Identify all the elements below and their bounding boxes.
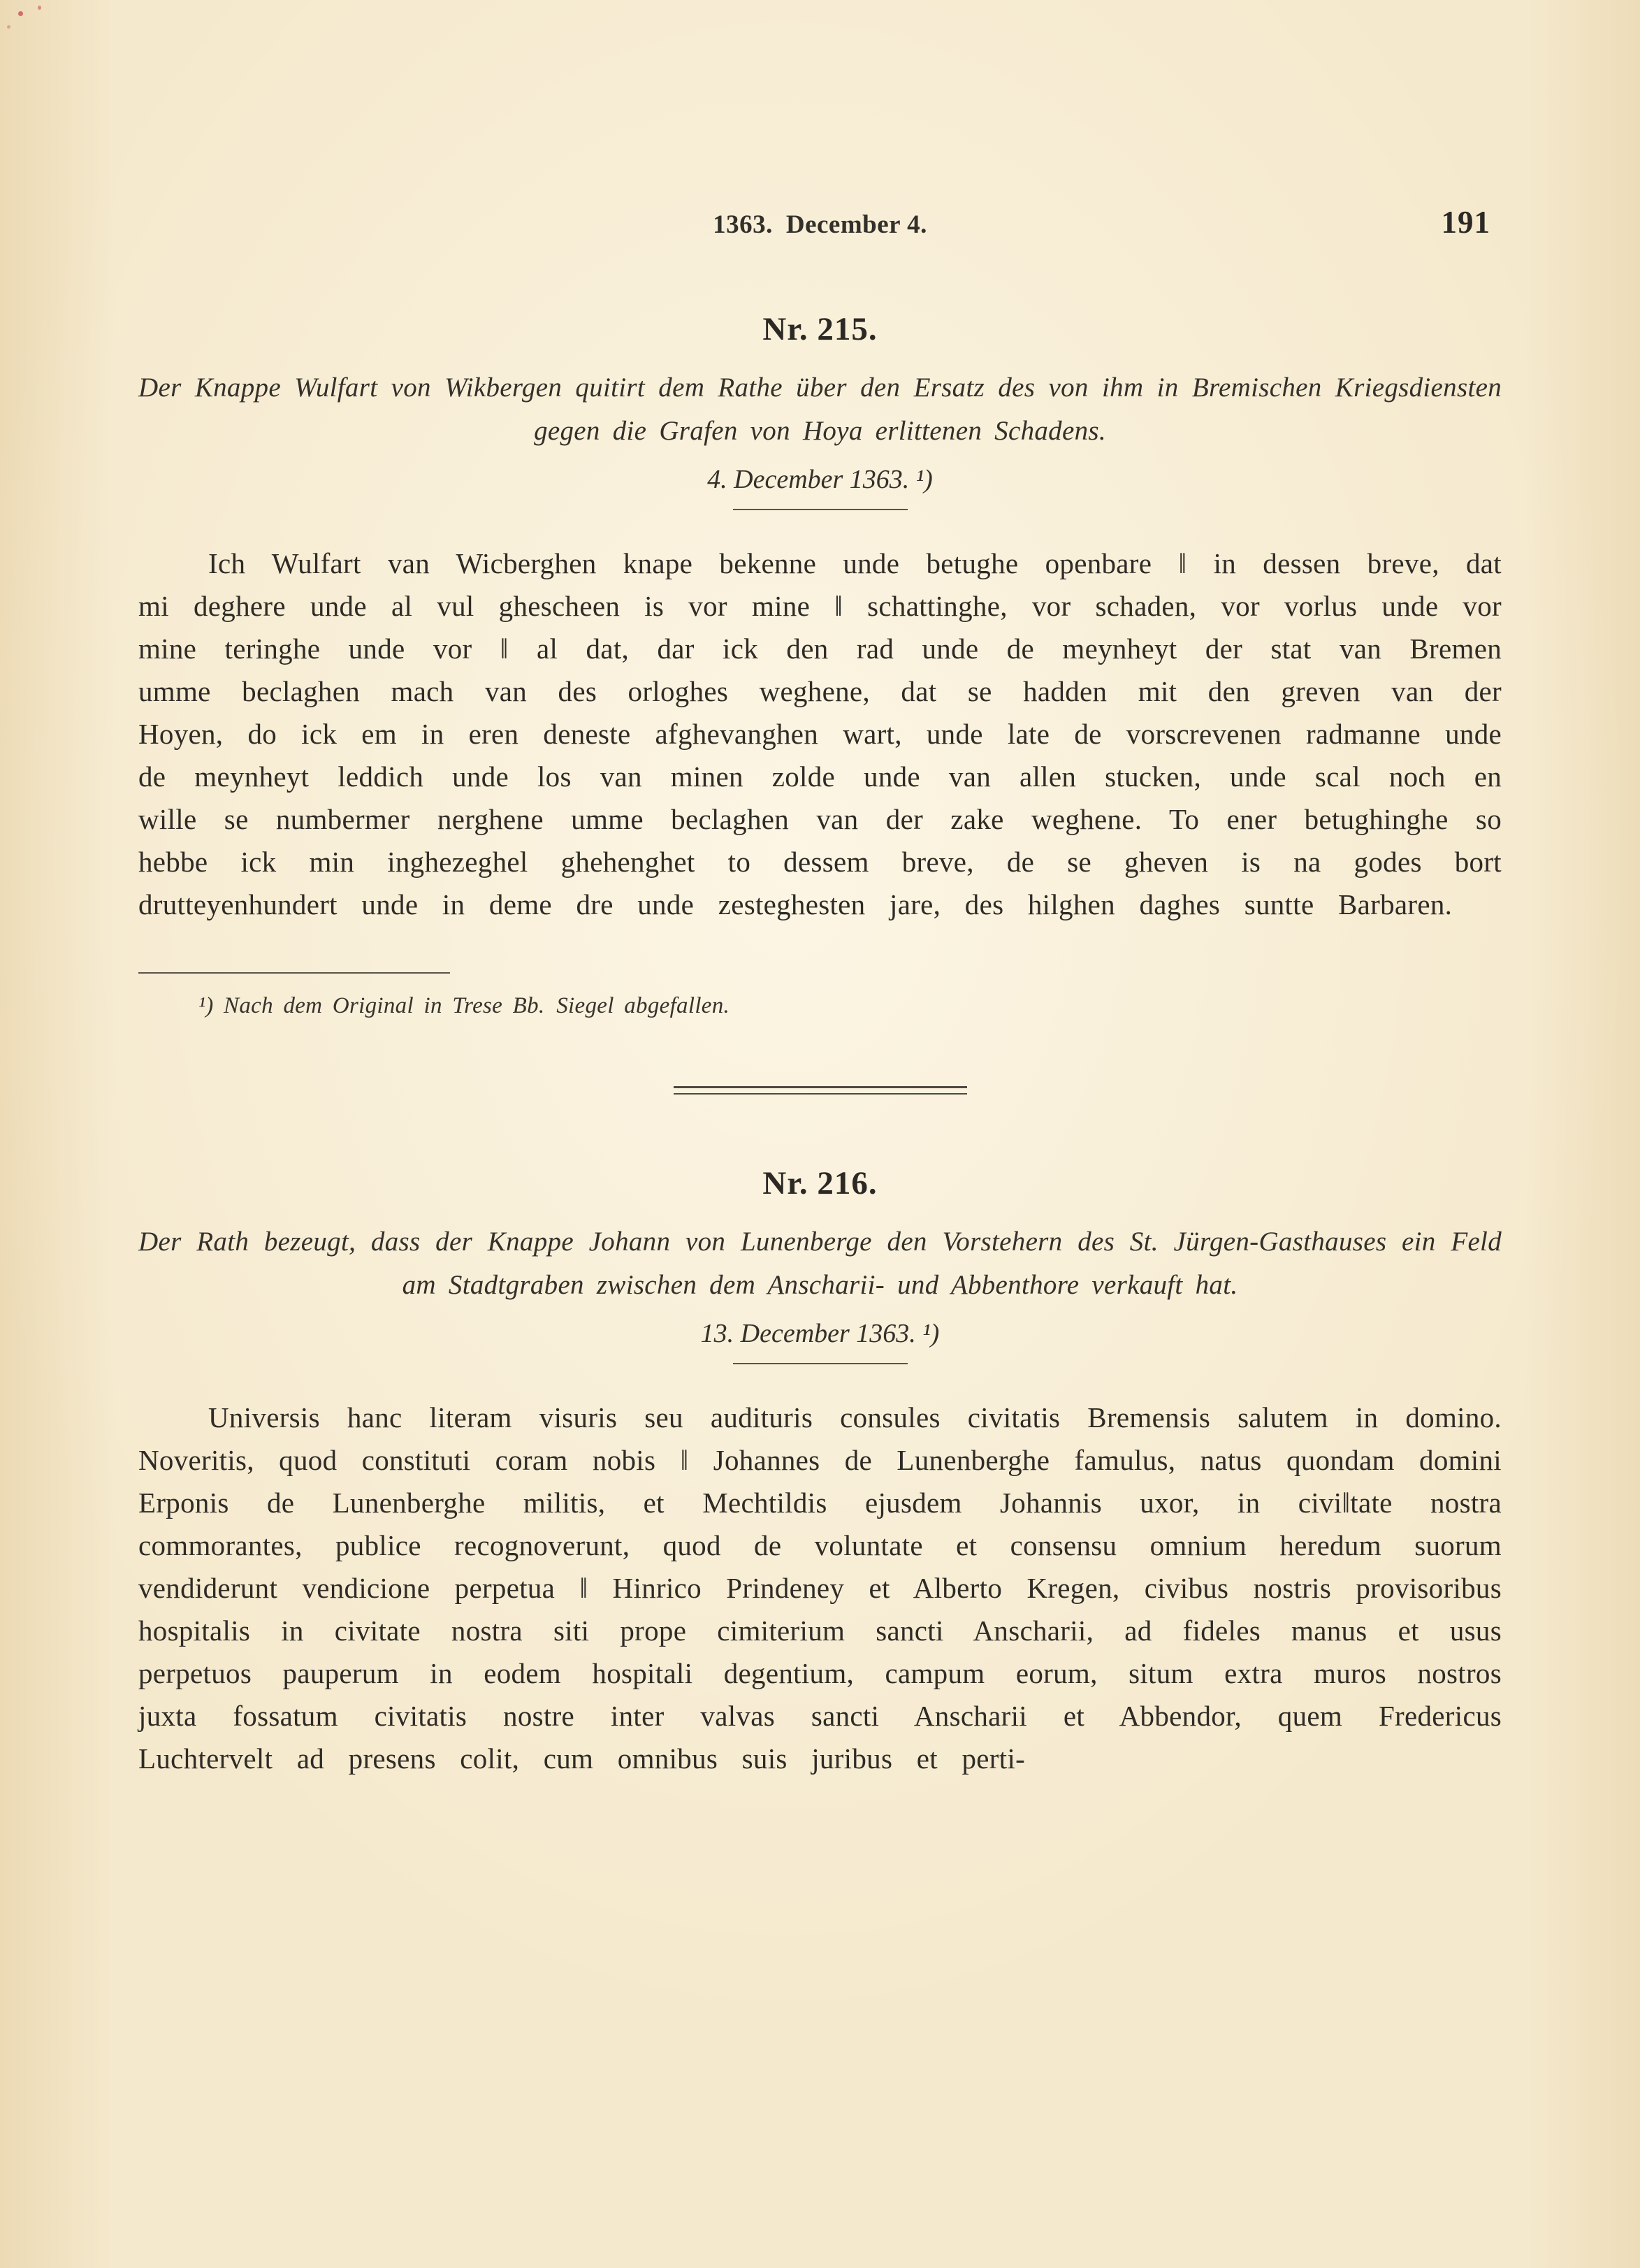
page-header — [138, 205, 1502, 254]
entry-216 — [138, 1164, 1502, 1780]
entry-215-body: Ich Wulfart van Wicberghen knape bekenne unde betughe openbare ‖ in dessen breve, dat mi deghere unde al vul ghescheen is vor mine ‖ schattinghe, vor schaden, vor vorlus unde vor mine teringhe unde vor ‖ al dat, dar ick den rad unde de meynheyt der stat van Bremen umme beclaghen mach van des orloghes weghene, dat se hadden mit den greven van der Hoyen, do ick em in eren deneste afghevanghen wart, unde late de vorscrevenen radmanne unde de meynheyt leddich unde los van minen zolde unde van allen stucken, unde scal noch en wille se numbermer nerghene umme beclaghen van der zake weghene. To ener betughinghe so hebbe ick min inghezeghel ghehenghet to dessem breve, de se gheven is na godes bort drutteyenhundert unde in deme dre unde zesteghesten jare, des hilghen daghes suntte Barbaren. — [138, 547, 1502, 920]
running-title: 1363. December 4. — [713, 210, 927, 239]
entry-215-number: Nr. 215. — [762, 311, 878, 347]
entry-216-summary: Der Rath bezeugt, dass der Knappe Johann von Lunenberge den Vorstehern des St. Jürgen-Gasthauses ein Feld am Stadtgraben zwischen dem Anscharii- und Abbenthore verkauft hat. — [138, 1227, 1502, 1300]
page-number: 191 — [1441, 205, 1490, 240]
dateline-rule — [733, 1363, 908, 1364]
dateline-rule — [733, 509, 908, 510]
entry-215 — [138, 310, 1502, 1019]
entry-215-dateline: 4. December 1363. ¹) — [707, 465, 933, 494]
entry-215-summary: Der Knappe Wulfart von Wikbergen quitirt dem Rathe über den Ersatz des von ihm in Bremischen Kriegsdiensten gegen die Grafen von Hoya erlittenen Schadens. — [138, 373, 1502, 446]
entry-216-number: Nr. 216. — [762, 1165, 878, 1201]
section-divider — [674, 1086, 967, 1095]
entry-216-body: Universis hanc literam visuris seu audituris consules civitatis Bremensis salutem in domino. Noveritis, quod constituti coram nobis ‖ Johannes de Lunenberghe famulus, natus quondam domini Erponis de Lunenberghe militis, et Mechtildis ejusdem Johannis uxor, in civi‖tate nostra commorantes, publice recognoverunt, quod de voluntate et consensu omnium heredum suorum vendiderunt vendicione perpetua ‖ Hinrico Prindeney et Alberto Kregen, civibus nostris provisoribus hospitalis in civitate nostra siti prope cimiterium sancti Anscharii, ad fideles manus et usus perpetuos pauperum in eodem hospitali degentium, campum eorum, situm extra muros nostros juxta fossatum civitatis nostre inter valvas sancti Anscharii et Abbendor, quem Fredericus Luchtervelt ad presens colit, cum omnibus suis juribus et perti- — [138, 1401, 1502, 1775]
footnote-rule — [138, 972, 450, 974]
entry-215-footnote: ¹) Nach dem Original in Trese Bb. Siegel abgefallen. — [198, 993, 730, 1018]
entry-216-dateline: 13. December 1363. ¹) — [700, 1319, 940, 1348]
